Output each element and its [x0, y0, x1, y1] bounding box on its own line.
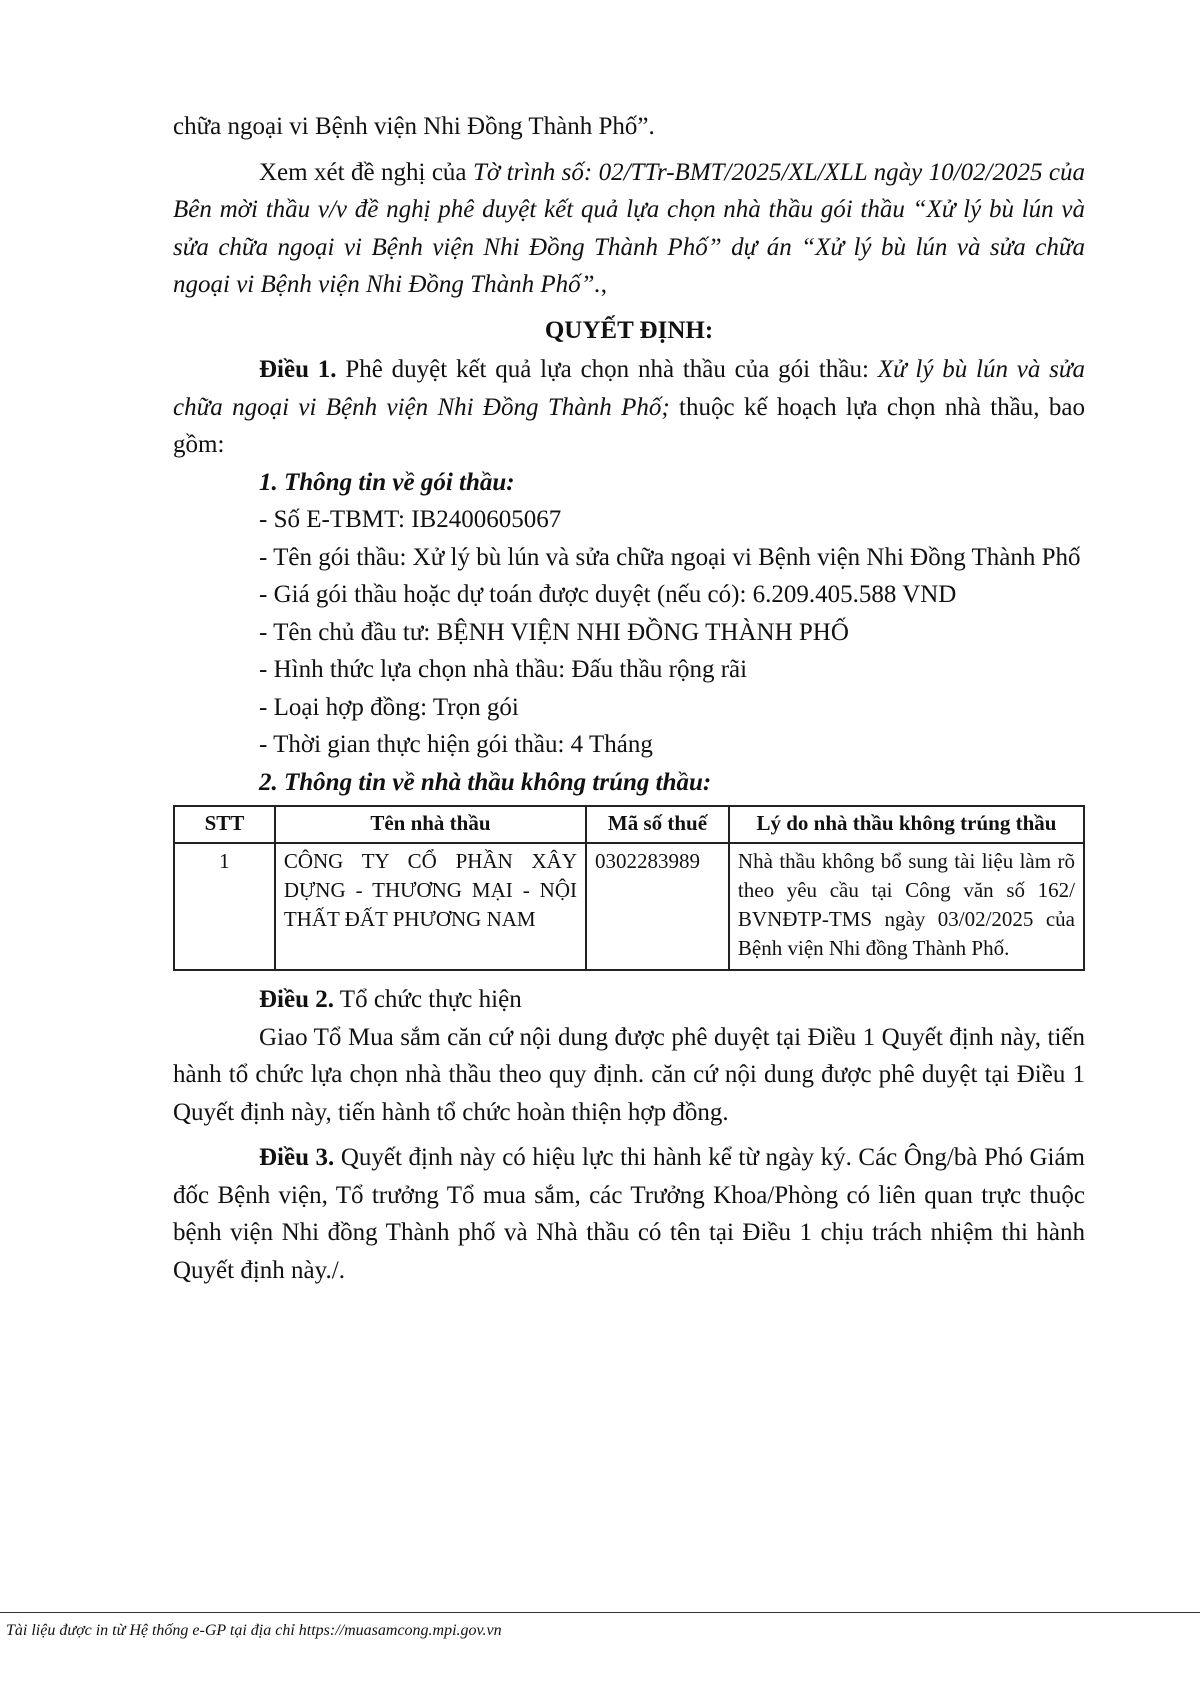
article-1-label: Điều 1.: [259, 356, 337, 383]
unsuccessful-bidders-table: [173, 805, 1085, 971]
footer-print-note: Tài liệu được in từ Hệ thống e-GP tại địa chỉ https://muasamcong.mpi.gov.vn: [6, 1622, 502, 1639]
article-3-paragraph: [173, 1139, 1085, 1289]
cell-reason: Nhà thầu không bổ sung tài liệu làm rõ theo yêu cầu tại Công văn số 162/ BVNĐTP-TMS ngày 03/02/2025 của Bệnh viện Nhi đồng Thành Phố.: [729, 843, 1084, 970]
contract-type: - Loại hợp đồng: Trọn gói: [259, 693, 519, 721]
cell-tax-code: 0302283989: [586, 843, 729, 970]
article-1-package-name: Xử lý bù lún và sửa chữa ngoại vi Bệnh viện Nhi Đồng Thành Phố;: [173, 356, 1086, 421]
selection-method: - Hình thức lựa chọn nhà thầu: Đấu thầu rộng rãi: [259, 656, 748, 683]
article-3-label: Điều 3.: [259, 1144, 335, 1171]
intro-line: chữa ngoại vi Bệnh viện Nhi Đồng Thành Phố”.: [173, 113, 655, 140]
article-2-title: Tổ chức thực hiện: [334, 986, 522, 1013]
section-1-title: 1. Thông tin về gói thầu:: [259, 468, 515, 496]
consider-submission: Tờ trình số: 02/TTr-BMT/2025/XL/XLL ngày 10/02/2025 của Bên mời thầu v/v đề nghị phê duyệt kết quả lựa chọn nhà thầu gói thầu “Xử lý bù lún và sửa chữa ngoại vi Bệnh viện Nhi Đồng Thành Phố” dự án “Xử lý bù lún và sửa chữa ngoại vi Bệnh viện Nhi Đồng Thành Phố”.: [173, 158, 1086, 298]
decision-heading: QUYẾT ĐỊNH:: [544, 316, 714, 344]
cell-bidder-name: CÔNG TY CỔ PHẦN XÂY DỰNG - THƯƠNG MẠI - NỘI THẤT ĐẤT PHƯƠNG NAM: [275, 843, 586, 970]
execution-time: - Thời gian thực hiện gói thầu: 4 Tháng: [259, 731, 653, 758]
article-1-text-b: thuộc kế hoạch lựa chọn nhà thầu, bao gồm:: [173, 393, 1085, 458]
article-2-label: Điều 2.: [259, 986, 334, 1013]
header-tax-code: Mã số thuế: [586, 806, 729, 843]
article-1-paragraph: [173, 351, 1085, 464]
package-number: - Số E-TBMT: IB2400605067: [259, 506, 562, 533]
header-stt: STT: [174, 806, 275, 843]
consider-tail: ,: [600, 271, 607, 298]
package-price: - Giá gói thầu hoặc dự toán được duyệt (nếu có): 6.209.405.588 VND: [259, 581, 957, 608]
table-header-row: [174, 806, 1084, 843]
article-2-title-line: [173, 981, 1085, 1019]
consider-paragraph: [173, 154, 1085, 304]
document-body: [173, 108, 1085, 1289]
article-1-text-a: Phê duyệt kết quả lựa chọn nhà thầu của gói thầu:: [336, 356, 878, 383]
header-bidder-name: Tên nhà thầu: [275, 806, 586, 843]
investor-name: - Tên chủ đầu tư: BỆNH VIỆN NHI ĐỒNG THÀNH PHỐ: [259, 618, 849, 646]
cell-stt: 1: [174, 843, 275, 970]
consider-lead: Xem xét đề nghị của: [259, 158, 473, 186]
package-name: - Tên gói thầu: Xử lý bù lún và sửa chữa ngoại vi Bệnh viện Nhi Đồng Thành Phố: [259, 543, 1081, 571]
section-2-title: 2. Thông tin về nhà thầu không trúng thầu:: [259, 768, 712, 796]
article-3-body: Quyết định này có hiệu lực thi hành kể từ ngày ký. Các Ông/bà Phó Giám đốc Bệnh viện, Tổ trưởng Tổ mua sắm, các Trưởng Khoa/Phòng có liên quan trực thuộc bệnh viện Nhi đồng Thành phố và Nhà thầu có tên tại Điều 1 chịu trách nhiệm thi hành Quyết định này./.: [173, 1144, 1086, 1284]
article-2-body: Giao Tổ Mua sắm căn cứ nội dung được phê duyệt tại Điều 1 Quyết định này, tiến hành tổ chức lựa chọn nhà thầu theo quy định. căn cứ nội dung được phê duyệt tại Điều 1 Quyết định này, tiến hành tổ chức hoàn thiện hợp đồng.: [173, 1023, 1085, 1126]
table-row: [174, 843, 1084, 970]
footer-divider: [0, 1612, 1200, 1613]
header-reason: Lý do nhà thầu không trúng thầu: [729, 806, 1084, 843]
